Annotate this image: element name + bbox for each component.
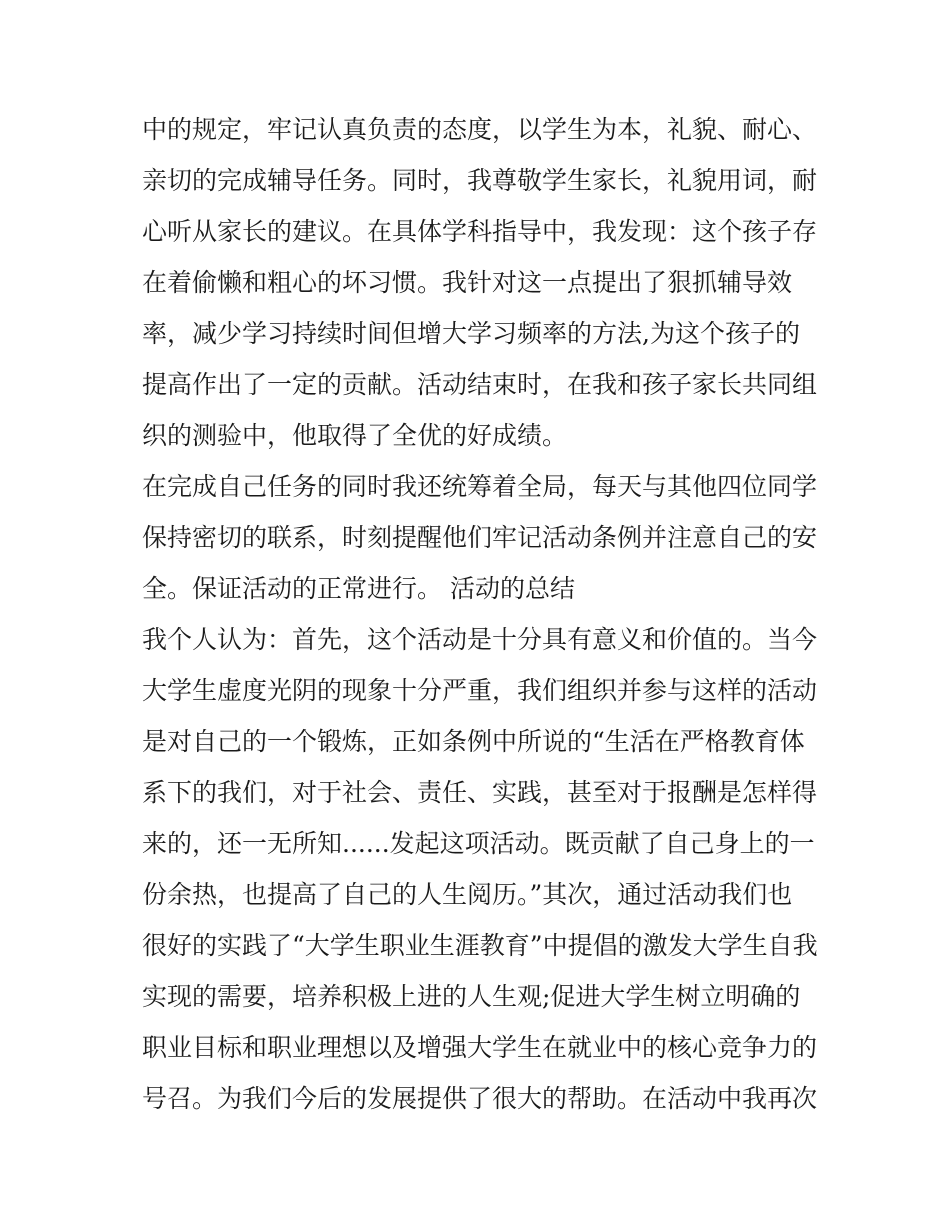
text-line: 亲切的完成辅导任务。同时，我尊敬学生家长，礼貌用词，耐	[142, 166, 818, 195]
document-body-text	[142, 104, 822, 1124]
text-line: 心听从家长的建议。在具体学科指导中，我发现：这个孩子存	[142, 217, 818, 246]
text-line: 我个人认为：首先，这个活动是十分具有意义和价值的。当今	[142, 625, 818, 654]
text-line: 织的测验中，他取得了全优的好成绩。	[142, 421, 568, 450]
text-line: 大学生虚度光阴的现象十分严重，我们组织并参与这样的活动	[142, 676, 818, 705]
text-line: 在完成自己任务的同时我还统筹着全局，每天与其他四位同学	[142, 472, 818, 501]
text-line: 号召。为我们今后的发展提供了很大的帮助。在活动中我再次	[142, 1084, 818, 1113]
text-line: 率，减少学习持续时间但增大学习频率的方法,为这个孩子的	[142, 319, 800, 348]
text-line: 全。保证活动的正常进行。 活动的总结	[142, 574, 575, 603]
text-line: 职业目标和职业理想以及增强大学生在就业中的核心竞争力的	[142, 1033, 818, 1062]
text-line: 实现的需要，培养积极上进的人生观;促进大学生树立明确的	[142, 982, 801, 1011]
text-line: 是对自己的一个锻炼，正如条例中所说的“生活在严格教育体	[142, 727, 805, 756]
text-line: 很好的实践了“大学生职业生涯教育”中提倡的激发大学生自我	[142, 931, 818, 960]
text-line: 保持密切的联系，时刻提醒他们牢记活动条例并注意自己的安	[142, 523, 818, 552]
text-line: 中的规定，牢记认真负责的态度，以学生为本，礼貌、耐心、	[142, 115, 818, 144]
text-line: 系下的我们，对于社会、责任、实践，甚至对于报酬是怎样得	[142, 778, 818, 807]
text-line: 份余热，也提高了自己的人生阅历。”其次，通过活动我们也	[142, 880, 793, 909]
text-line: 提高作出了一定的贡献。活动结束时，在我和孩子家长共同组	[142, 370, 818, 399]
text-line: 来的，还一无所知......发起这项活动。既贡献了自己身上的一	[142, 829, 815, 858]
text-line: 在着偷懒和粗心的坏习惯。我针对这一点提出了狠抓辅导效	[142, 268, 793, 297]
